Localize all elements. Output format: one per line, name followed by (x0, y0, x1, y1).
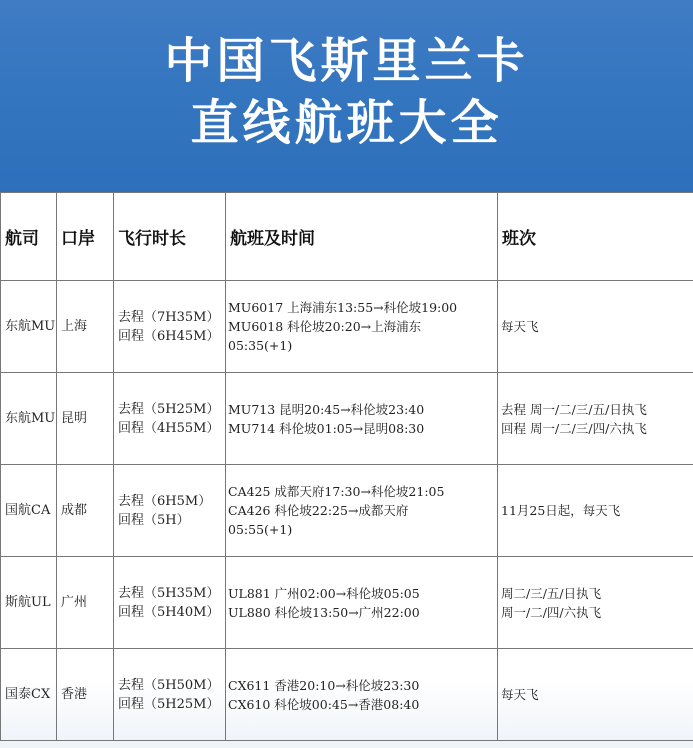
port-cell: 上海 (57, 281, 114, 373)
schedule-line: 每天飞 (501, 319, 539, 334)
duration-return: 回程（4H55M） (118, 420, 220, 436)
schedule-cell (498, 557, 693, 649)
flight-line: MU714 科伦坡01:05→昆明08:30 (228, 420, 425, 436)
duration-cell (114, 557, 226, 649)
schedule-line: 去程 周一/二/三/五/日执飞 (501, 401, 647, 417)
duration-return: 回程（6H45M） (118, 328, 220, 344)
duration-cell (114, 465, 226, 557)
schedule-line: 每天飞 (501, 687, 539, 702)
column-header-port: 口岸 (57, 193, 114, 281)
table-row (1, 281, 693, 373)
flight-line: CX610 科伦坡00:45→香港08:40 (228, 696, 420, 712)
flight-line: 05:35(+1) (228, 338, 293, 353)
table-row (1, 649, 693, 741)
duration-outbound: 去程（5H50M） (118, 677, 220, 693)
airline-cell: 东航MU (1, 373, 57, 465)
flight-table-container (0, 192, 693, 748)
schedule-line: 周二/三/五/日执飞 (501, 585, 602, 601)
flights-cell (226, 557, 498, 649)
flight-line: CA425 成都天府17:30→科伦坡21:05 (228, 484, 445, 499)
duration-return: 回程（5H25M） (118, 696, 220, 712)
flight-line: MU6017 上海浦东13:55→科伦坡19:00 (228, 300, 458, 315)
column-header-duration: 飞行时长 (114, 193, 226, 281)
schedule-cell (498, 373, 693, 465)
flight-line: CX611 香港20:10→科伦坡23:30 (228, 677, 420, 693)
flights-cell (226, 373, 498, 465)
table-row (1, 373, 693, 465)
flight-table (0, 192, 693, 741)
duration-outbound: 去程（6H5M） (118, 493, 212, 509)
flight-line: UL880 科伦坡13:50→广州22:00 (228, 604, 420, 620)
schedule-line: 回程 周一/二/三/四/六执飞 (501, 420, 647, 436)
flights-cell (226, 649, 498, 741)
table-header-row (1, 193, 693, 281)
duration-cell (114, 649, 226, 741)
duration-cell (114, 373, 226, 465)
flight-line: UL881 广州02:00→科伦坡05:05 (228, 585, 420, 601)
duration-outbound: 去程（7H35M） (118, 309, 220, 325)
table-row (1, 557, 693, 649)
port-cell: 香港 (57, 649, 114, 741)
duration-return: 回程（5H） (118, 512, 190, 528)
flight-line: CA426 科伦坡22:25→成都天府 (228, 503, 409, 518)
duration-return: 回程（5H40M） (118, 604, 220, 620)
header-banner (0, 0, 693, 192)
airline-cell: 东航MU (1, 281, 57, 373)
flight-line: 05:55(+1) (228, 522, 293, 537)
flight-line: MU713 昆明20:45→科伦坡23:40 (228, 401, 425, 417)
airline-cell: 国航CA (1, 465, 57, 557)
port-cell: 成都 (57, 465, 114, 557)
flight-line: MU6018 科伦坡20:20→上海浦东 (228, 319, 422, 334)
airline-cell: 斯航UL (1, 557, 57, 649)
flights-cell (226, 465, 498, 557)
schedule-cell (498, 649, 693, 741)
schedule-cell (498, 281, 693, 373)
duration-outbound: 去程（5H25M） (118, 401, 220, 417)
port-cell: 广州 (57, 557, 114, 649)
duration-outbound: 去程（5H35M） (118, 585, 220, 601)
table-row (1, 465, 693, 557)
port-cell: 昆明 (57, 373, 114, 465)
schedule-line: 11月25日起，每天飞 (501, 503, 621, 518)
airline-cell: 国泰CX (1, 649, 57, 741)
column-header-airline: 航司 (1, 193, 57, 281)
column-header-schedule: 班次 (498, 193, 693, 281)
column-header-flights: 航班及时间 (226, 193, 498, 281)
title-line-2: 直线航班大全 (190, 95, 503, 151)
title-line-1: 中国飞斯里兰卡 (164, 33, 529, 89)
schedule-cell (498, 465, 693, 557)
schedule-line: 周一/二/四/六执飞 (501, 604, 602, 620)
duration-cell (114, 281, 226, 373)
flights-cell (226, 281, 498, 373)
